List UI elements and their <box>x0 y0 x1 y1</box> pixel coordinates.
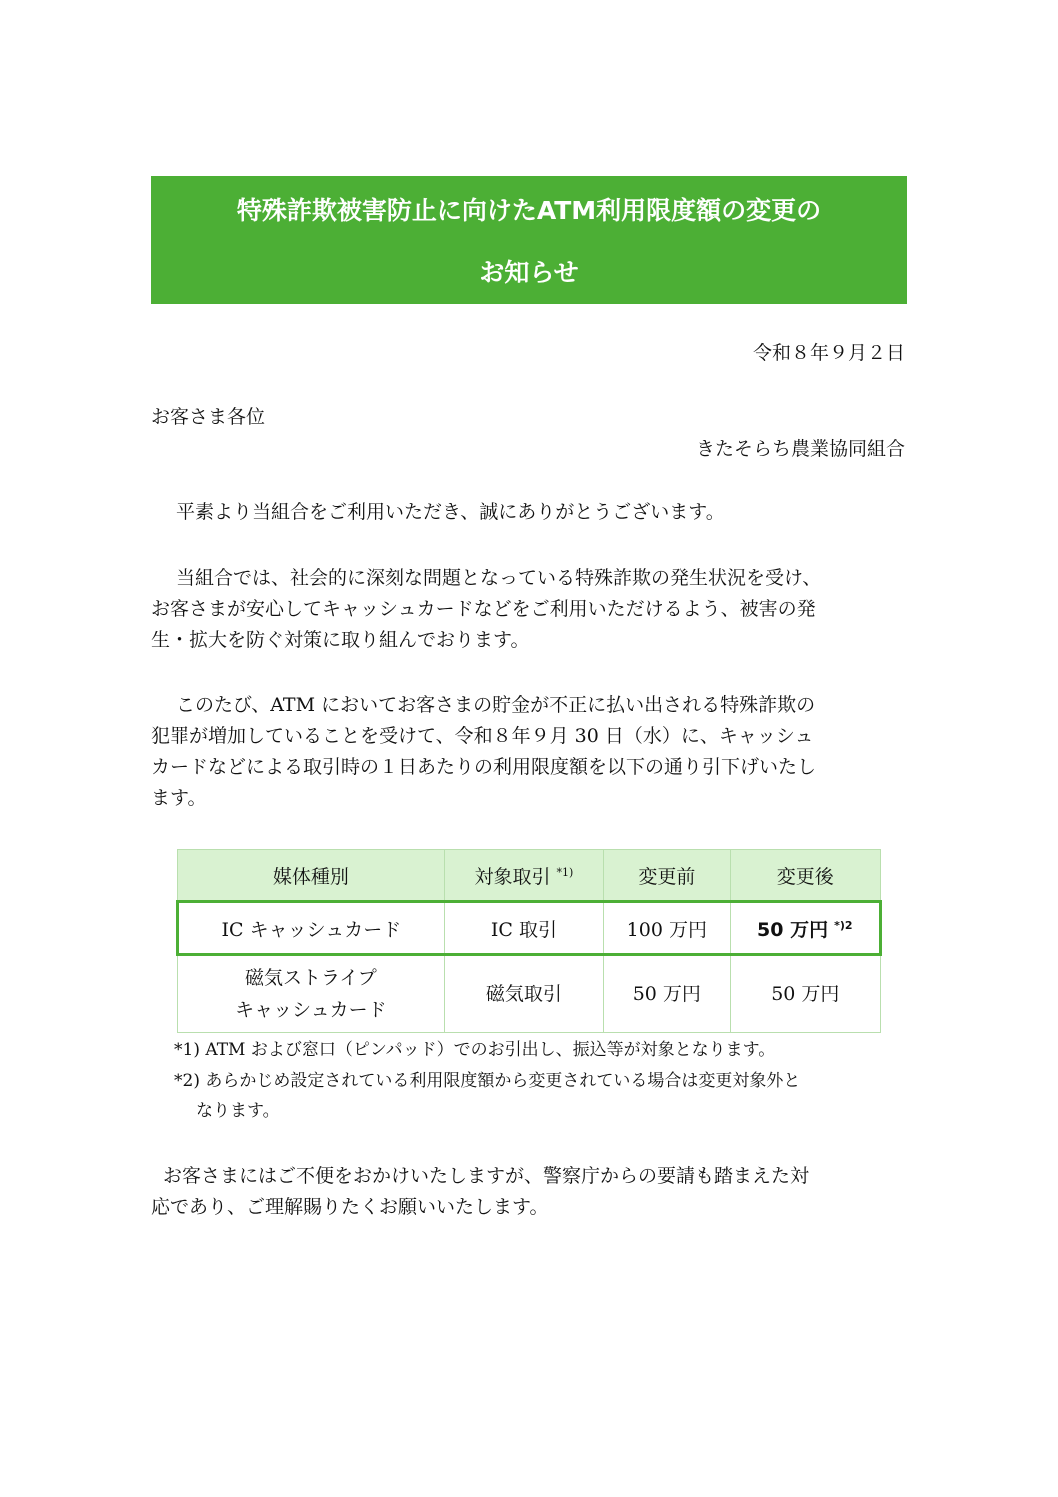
header-after: 変更後 <box>730 850 880 902</box>
title-banner <box>151 176 907 304</box>
after-value-ic: 50 万円 <box>757 918 829 941</box>
limit-table <box>176 849 882 1033</box>
footnote-2-line-2: なります。 <box>196 1101 280 1121</box>
greeting-paragraph <box>151 497 896 528</box>
media-magnetic-line-2: キャッシュカード <box>235 999 387 1021</box>
date: 令和８年９月２日 <box>752 342 905 364</box>
footnote-2-line-1: *2) あらかじめ設定されている利用限度額から変更されている場合は変更対象外と <box>174 1071 801 1091</box>
title-line-1: 特殊詐欺被害防止に向けたATM利用限度額の変更の <box>236 196 822 225</box>
after-note-marker: *)2 <box>834 918 853 932</box>
paragraph-3 <box>151 690 896 814</box>
closing-line-2: 応であり、ご理解賜りたくお願いいたします。 <box>151 1196 549 1218</box>
cell-after-magnetic: 50 万円 <box>730 955 880 1033</box>
cell-media-magnetic <box>178 955 445 1033</box>
closing-line-1: お客さまにはご不便をおかけいたしますが、警察庁からの要請も踏まえた対 <box>163 1165 810 1187</box>
paragraph-2-line-1: 当組合では、社会的に深刻な問題となっている特殊詐欺の発生状況を受け、 <box>176 567 822 589</box>
paragraph-3-line-2: 犯罪が増加していることを受けて、令和８年９月 30 日（水）に、キャッシュ <box>151 725 814 747</box>
addressee: お客さま各位 <box>151 406 266 428</box>
paragraph-2 <box>151 563 896 656</box>
cell-before-magnetic: 50 万円 <box>604 955 731 1033</box>
sender: きたそらち農業協同組合 <box>695 438 905 460</box>
cell-media-ic: IC キャッシュカード <box>178 902 445 955</box>
header-transaction <box>444 850 603 902</box>
media-magnetic-line-1: 磁気ストライプ <box>244 967 377 989</box>
header-before: 変更前 <box>604 850 731 902</box>
closing-paragraph <box>151 1161 896 1223</box>
table-row <box>178 955 881 1033</box>
cell-before-ic: 100 万円 <box>604 902 731 955</box>
header-transaction-label: 対象取引 <box>474 865 551 888</box>
cell-after-ic <box>730 902 880 955</box>
header-media-type: 媒体種別 <box>178 850 445 902</box>
paragraph-3-line-3: カードなどによる取引時の１日あたりの利用限度額を以下の通り引下げいたし <box>151 756 817 778</box>
table-header-row <box>178 850 881 902</box>
greeting-line: 平素より当組合をご利用いただき、誠にありがとうございます。 <box>176 501 725 523</box>
paragraph-2-line-2: お客さまが安心してキャッシュカードなどをご利用いただけるよう、被害の発 <box>151 598 816 620</box>
paragraph-3-line-1: このたび、ATM においてお客さまの貯金が不正に払い出される特殊詐欺の <box>176 694 816 716</box>
footnote-1: *1) ATM および窓口（ピンパッド）でのお引出し、振込等が対象となります。 <box>174 1040 776 1060</box>
title-line-2: お知らせ <box>479 258 579 287</box>
paragraph-3-line-4: ます。 <box>151 787 207 809</box>
table-row <box>178 902 881 955</box>
cell-trade-ic: IC 取引 <box>444 902 603 955</box>
header-note-marker: *1) <box>556 865 574 879</box>
paragraph-2-line-3: 生・拡大を防ぐ対策に取り組んでおります。 <box>151 629 530 651</box>
cell-trade-magnetic: 磁気取引 <box>444 955 603 1033</box>
